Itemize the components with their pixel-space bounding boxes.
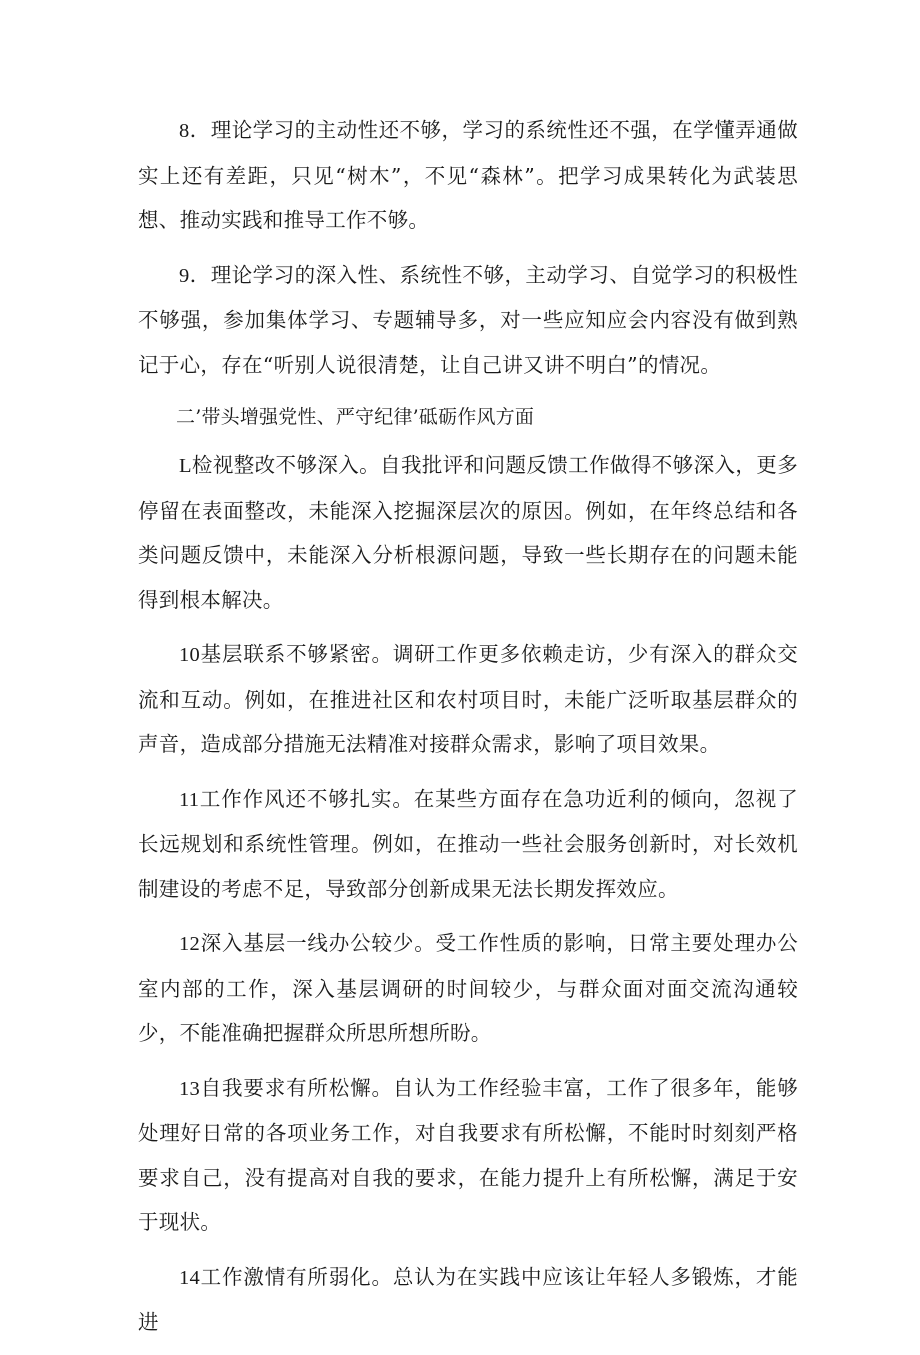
paragraph-number: 14 [179, 1266, 201, 1289]
paragraph-number: 9 [179, 264, 190, 287]
section-heading: 二’带头增强党性、严守纪律’砥砺作风方面 [176, 406, 535, 428]
paragraph-10 [138, 632, 798, 767]
paragraph-8 [138, 108, 798, 243]
paragraph-text: 工作作风还不够扎实。在某些方面存在急功近利的倾向，忽视了长远规划和系统性管理。例如，在推动一些社会服务创新时，对长效机制建设的考虑不足，导致部分创新成果无法长期发挥效应。 [138, 786, 798, 901]
paragraph-number: 10 [179, 644, 201, 666]
paragraph-1 [138, 443, 798, 622]
paragraph-number: L [179, 455, 192, 477]
paragraph-11 [138, 777, 798, 912]
paragraph-text: 基层联系不够紧密。调研工作更多依赖走访，少有深入的群众交流和互动。例如，在推进社区和农村项目时，未能广泛听取基层群众的声音，造成部分措施无法精准对接群众需求，影响了项目效果。 [138, 642, 798, 756]
paragraph-text: 自我要求有所松懈。自认为工作经验丰富，工作了很多年，能够处理好日常的各项业务工作，对自我要求有所松懈，不能时时刻刻严格要求自己，没有提高对自我的要求，在能力提升上有所松懈，满足于安于现状。 [138, 1075, 798, 1234]
paragraph-14 [138, 1255, 798, 1345]
paragraph-13 [138, 1066, 798, 1245]
paragraph-12 [138, 921, 798, 1056]
paragraph-text: ．理论学习的深入性、系统性不够，主动学习、自觉学习的积极性不够强，参加集体学习、专题辅导多，对一些应知应会内容没有做到熟记于心，存在“听别人说很清楚，让自己讲又讲不明白”的情况。 [138, 262, 798, 377]
paragraph-number: 8 [179, 120, 190, 142]
paragraph-text: 工作激情有所弱化。总认为在实践中应该让年轻人多锻炼，才能进 [138, 1264, 798, 1334]
paragraph-text: 深入基层一线办公较少。受工作性质的影响，日常主要处理办公室内部的工作，深入基层调研的时间较少，与群众面对面交流沟通较少，不能准确把握群众所思所想所盼。 [138, 931, 798, 1045]
paragraph-number: 11 [179, 788, 200, 811]
paragraph-text: ．理论学习的主动性还不够，学习的系统性还不强，在学懂弄通做实上还有差距，只见“树木”，不见“森林”。把学习成果转化为武装思想、推动实践和推导工作不够。 [138, 118, 798, 232]
document-page [138, 108, 798, 1355]
paragraph-text: 检视整改不够深入。自我批评和问题反馈工作做得不够深入，更多停留在表面整改，未能深入挖掘深层次的原因。例如，在年终总结和各类问题反馈中，未能深入分析根源问题，导致一些长期存在的问题未能得到根本解决。 [138, 453, 798, 612]
paragraph-number: 13 [179, 1077, 201, 1100]
paragraph-9 [138, 253, 798, 388]
paragraph-number: 12 [179, 933, 201, 955]
